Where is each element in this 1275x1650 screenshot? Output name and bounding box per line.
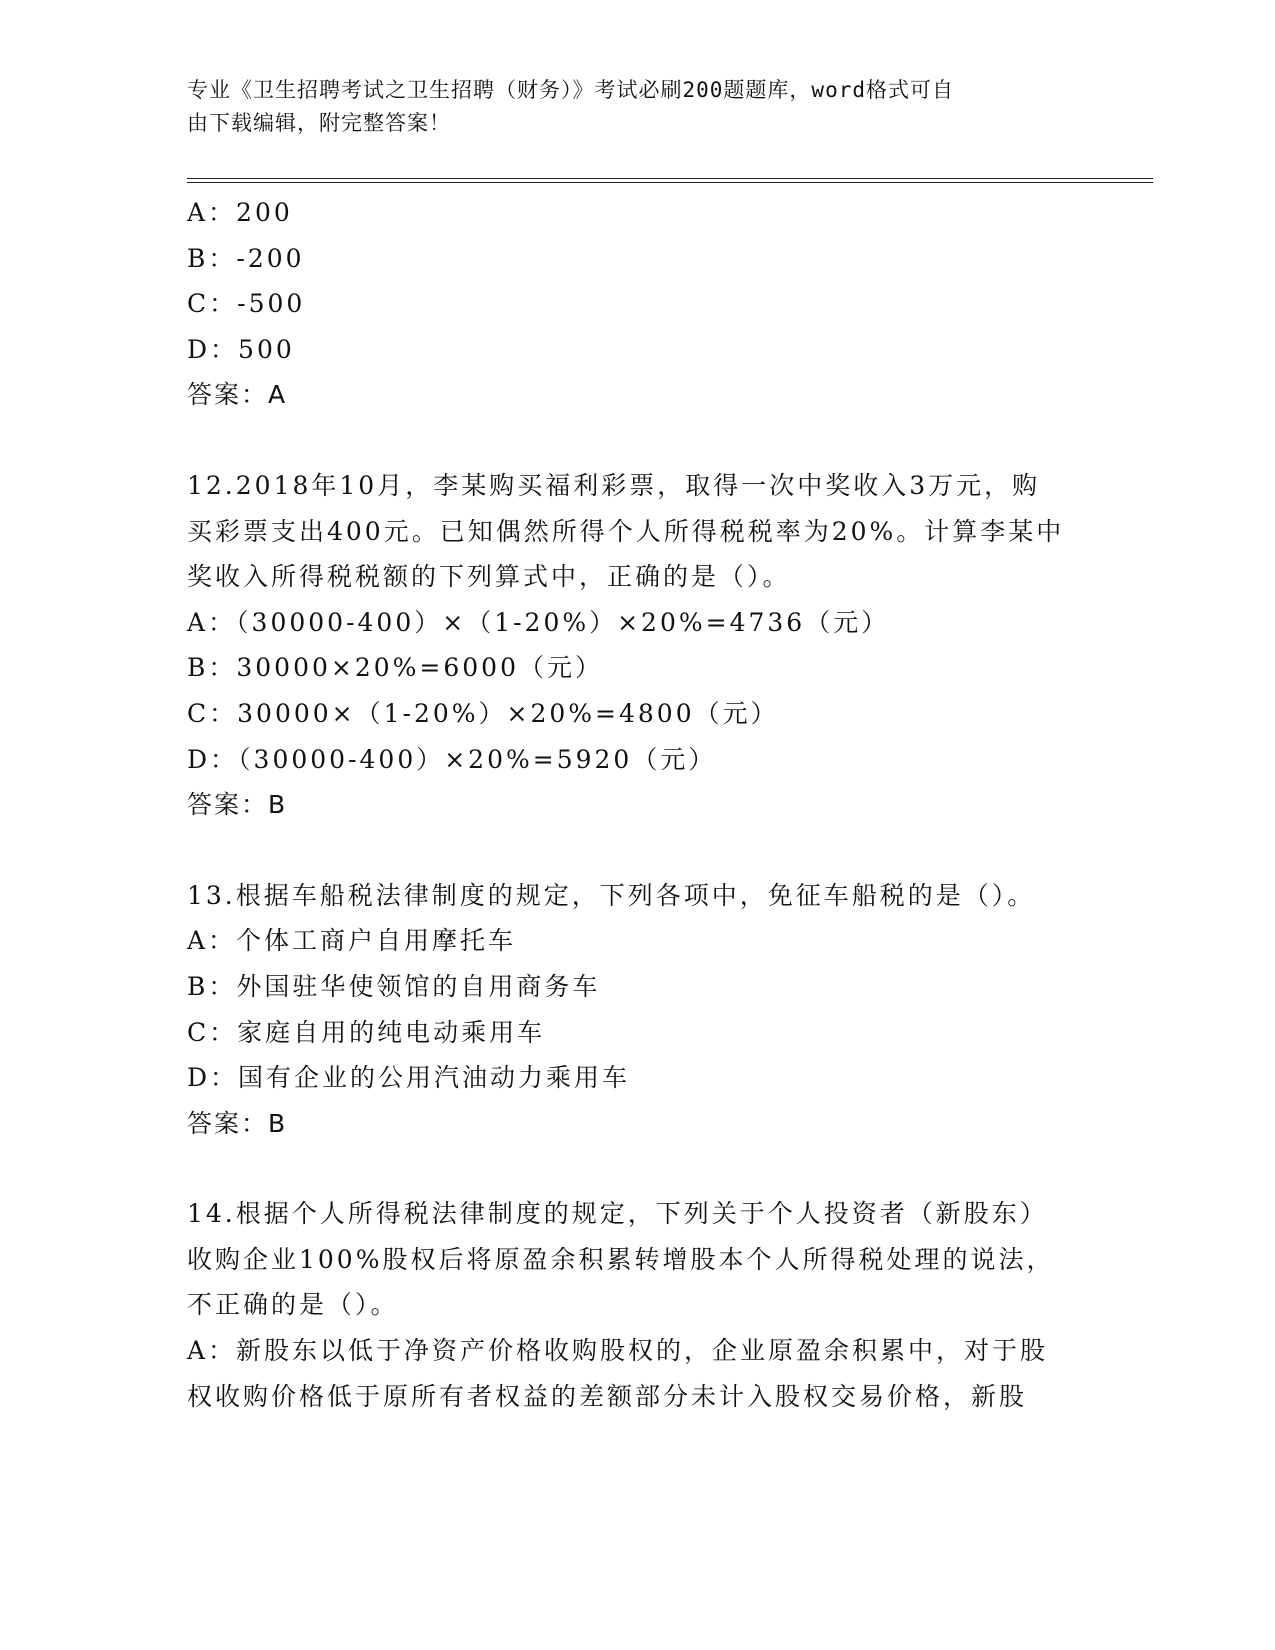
option-a: A：个体工商户自用摩托车 <box>187 926 517 956</box>
question-stem-line: 12.2018年10月，李某购买福利彩票，取得一次中奖收入3万元，购 <box>187 470 1041 500</box>
answer: 答案：B <box>187 1108 288 1138</box>
option-b: B：外国驻华使领馆的自用商务车 <box>187 971 601 1001</box>
answer: 答案：A <box>187 380 288 410</box>
option-c: C：家庭自用的纯电动乘用车 <box>187 1017 546 1047</box>
question-stem-line: 奖收入所得税税额的下列算式中，正确的是（）。 <box>187 562 791 592</box>
question-stem-line: 收购企业100%股权后将原盈余积累转增股本个人所得税处理的说法， <box>187 1244 1055 1274</box>
question-stem-line: 买彩票支出400元。已知偶然所得个人所得税税率为20%。计算李某中 <box>187 516 1065 546</box>
question-12 <box>187 463 1087 828</box>
option-a: A：新股东以低于净资产价格收购股权的，企业原盈余积累中，对于股 <box>187 1336 1049 1366</box>
option-d: D：国有企业的公用汽油动力乘用车 <box>187 1063 631 1093</box>
question-stem-line: 13.根据车船税法律制度的规定，下列各项中，免征车船税的是（）。 <box>187 880 1036 910</box>
option-a: A：（30000-400）×（1-20%）×20%=4736（元） <box>187 607 890 637</box>
header-line-2: 由下载编辑，附完整答案！ <box>187 111 451 135</box>
question-11 <box>187 190 1087 418</box>
option-b: B：-200 <box>187 243 305 273</box>
option-a: A：200 <box>187 198 293 227</box>
option-c: C：-500 <box>187 289 306 319</box>
header-divider <box>187 178 1153 183</box>
question-stem-line: 14.根据个人所得税法律制度的规定，下列关于个人投资者（新股东） <box>187 1199 1048 1229</box>
question-stem-line: 不正确的是（）。 <box>187 1290 399 1320</box>
option-a-continued: 权收购价格低于原所有者权益的差额部分未计入股权交易价格，新股 <box>187 1381 1028 1411</box>
document-body <box>187 190 1087 1419</box>
option-b: B：30000×20%=6000（元） <box>187 653 603 683</box>
question-13 <box>187 873 1087 1147</box>
question-14 <box>187 1191 1087 1419</box>
header-line-1: 专业《卫生招聘考试之卫生招聘（财务）》考试必刷200题题库，word格式可自 <box>187 78 954 102</box>
option-d: D：500 <box>187 334 295 364</box>
answer: 答案：B <box>187 790 288 820</box>
document-header <box>187 74 1067 140</box>
option-d: D：（30000-400）×20%=5920（元） <box>187 744 717 774</box>
option-c: C：30000×（1-20%）×20%=4800（元） <box>187 698 779 728</box>
